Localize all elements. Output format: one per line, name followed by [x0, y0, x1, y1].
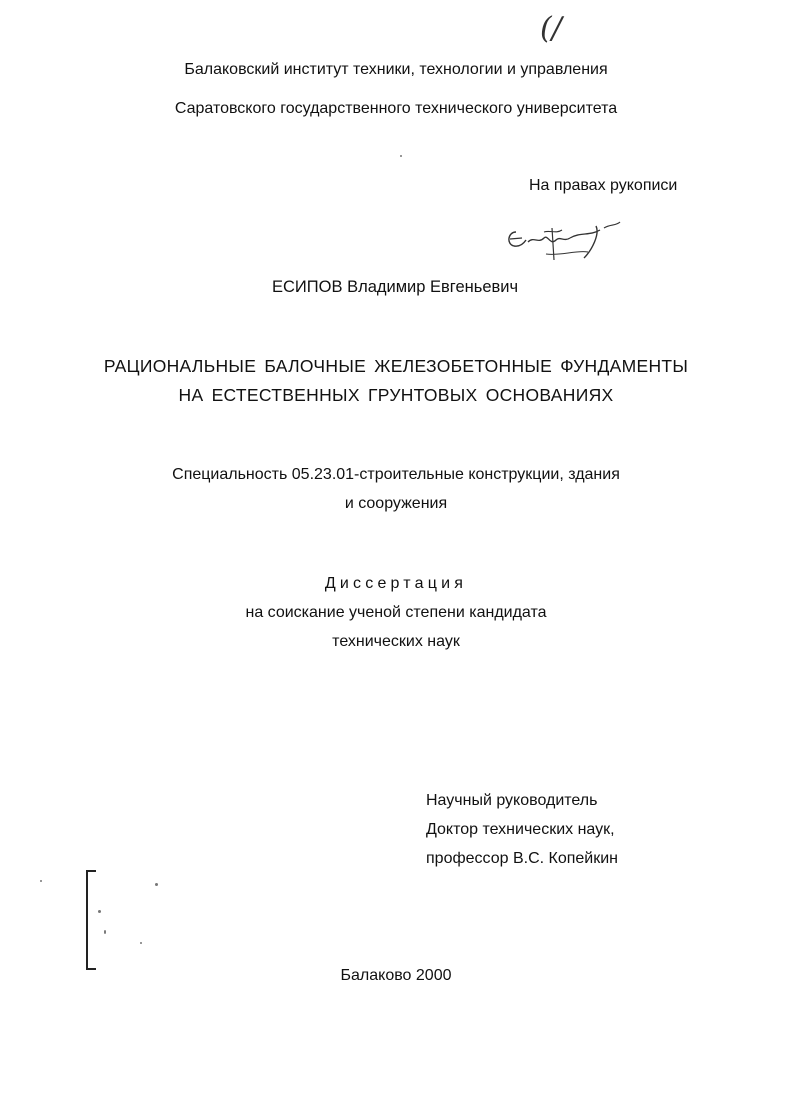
scan-speck	[40, 880, 42, 882]
title-line-2: НА ЕСТЕСТВЕННЫХ ГРУНТОВЫХ ОСНОВАНИЯХ	[178, 385, 614, 405]
scan-speck	[104, 930, 106, 934]
city-year: Балаково 2000	[340, 967, 452, 984]
author-signature	[500, 210, 640, 270]
supervisor-line-1: Научный руководитель	[426, 792, 598, 809]
title-line-1: РАЦИОНАЛЬНЫЕ БАЛОЧНЫЕ ЖЕЛЕЗОБЕТОННЫЕ ФУНДАМЕНТЫ	[103, 356, 689, 376]
scan-speck	[140, 942, 142, 944]
author-name: ЕСИПОВ Владимир Евгеньевич	[272, 278, 519, 296]
scan-speck	[98, 910, 101, 913]
scan-speck	[400, 155, 402, 157]
handwritten-page-mark: (/	[540, 11, 562, 46]
dissertation-degree-line-1: на соискание ученой степени кандидата	[245, 604, 547, 621]
dissertation-degree-line-2: технических наук	[332, 633, 460, 650]
institute-line-1: Балаковский институт техники, технологии и управления	[184, 61, 608, 78]
institute-line-2: Саратовского государственного технического университета	[174, 100, 618, 117]
dissertation-heading: Диссертация	[324, 575, 468, 592]
specialty-line-1: Специальность 05.23.01-строительные конструкции, здания	[172, 466, 620, 483]
scan-speck	[155, 883, 158, 886]
supervisor-line-3: профессор В.С. Копейкин	[426, 850, 618, 867]
margin-bracket-mark	[86, 870, 96, 970]
specialty-line-2: и сооружения	[344, 495, 448, 512]
manuscript-rights-note: На правах рукописи	[529, 177, 678, 194]
supervisor-line-2: Доктор технических наук,	[426, 821, 615, 838]
